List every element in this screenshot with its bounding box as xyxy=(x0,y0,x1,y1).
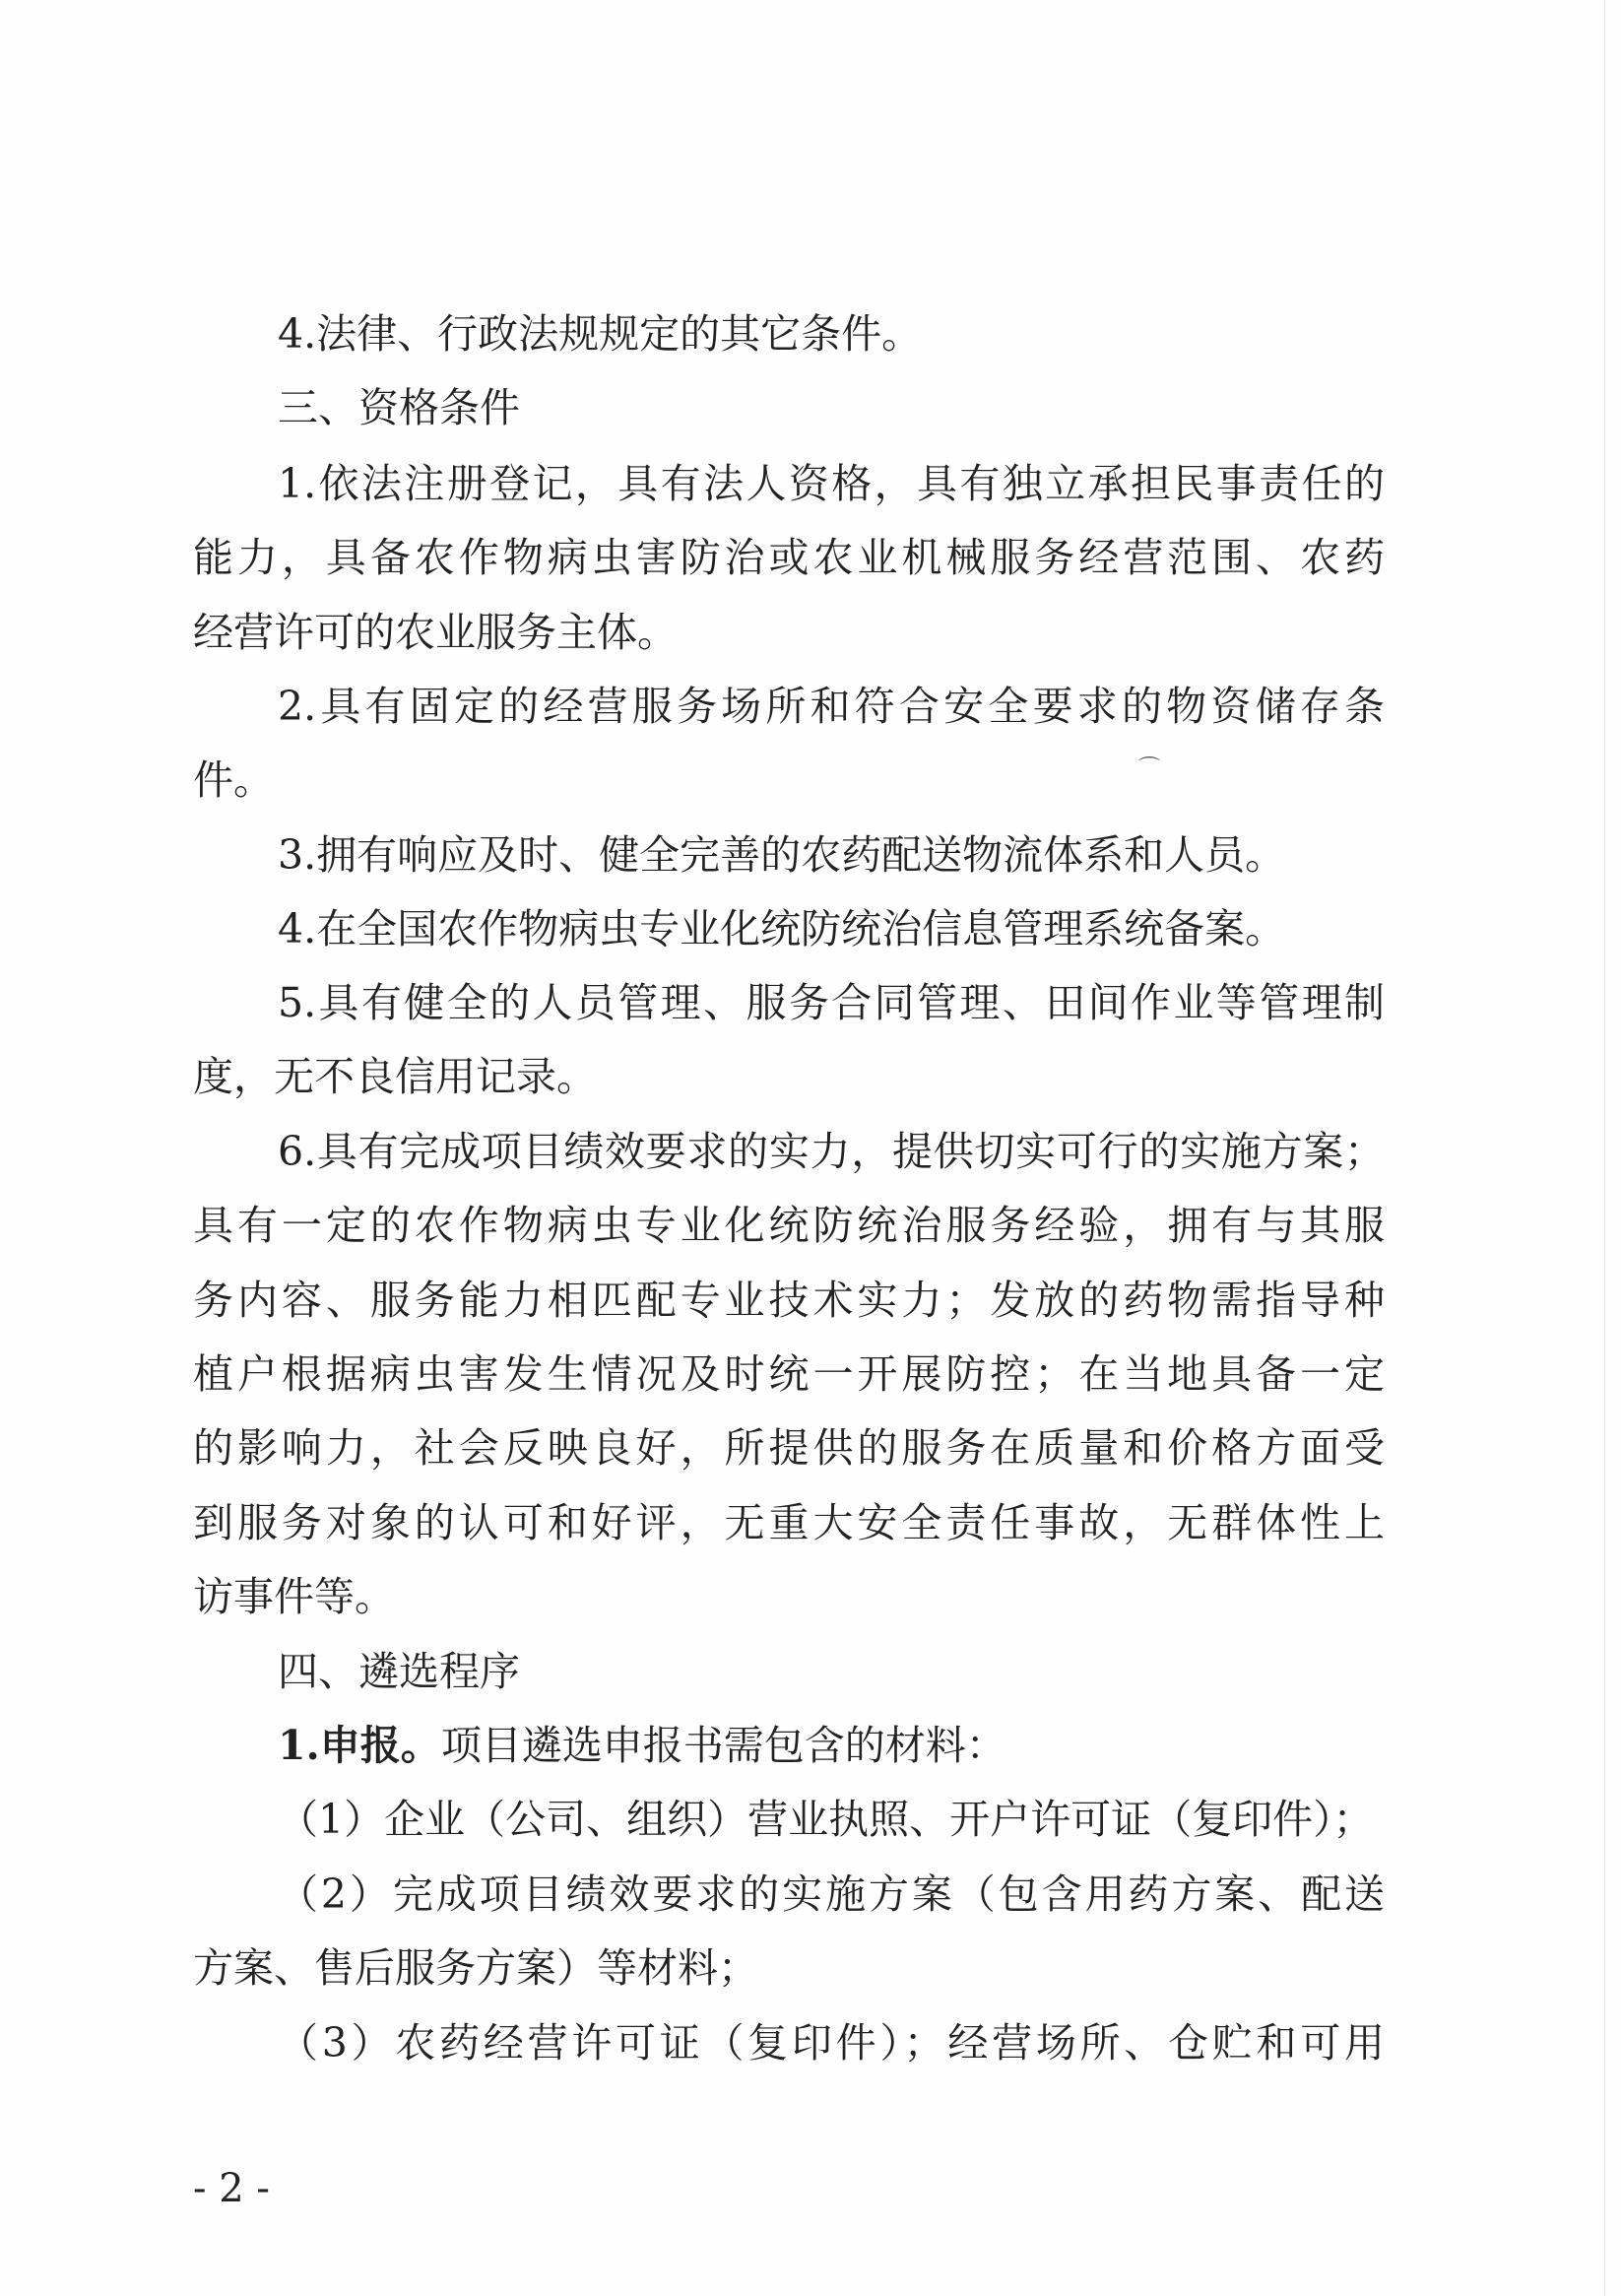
paragraph-line: 具有一定的农作物病虫专业化统防统治服务经验，拥有与其服 xyxy=(193,1202,1385,1249)
step-text: 项目遴选申报书需包含的材料： xyxy=(440,1722,1006,1769)
text-line: 4.法律、行政法规规定的其它条件。 xyxy=(278,310,923,358)
paragraph-line: 经营许可的农业服务主体。 xyxy=(193,609,678,656)
paragraph-line: 植户根据病虫害发生情况及时统一开展防控；在当地具备一定 xyxy=(193,1350,1385,1398)
paragraph-line: 到服务对象的认可和好评，无重大安全责任事故，无群体性上 xyxy=(193,1499,1385,1546)
paragraph-line: （1）企业（公司、组织）营业执照、开户许可证（复印件）； xyxy=(278,1796,1374,1843)
paragraph-line: 能力，具备农作物病虫害防治或农业机械服务经营范围、农药 xyxy=(193,534,1385,581)
page-number: - 2 - xyxy=(193,2166,270,2211)
paragraph-line: 1.依法注册登记，具有法人资格，具有独立承担民事责任的 xyxy=(278,460,1385,507)
paragraph-line: 件。 xyxy=(193,756,274,804)
paragraph-line: 访事件等。 xyxy=(193,1573,395,1620)
paragraph-line: 务内容、服务能力相匹配专业技术实力；发放的药物需指导种 xyxy=(193,1277,1385,1324)
section-heading-selection-procedure: 四、遴选程序 xyxy=(278,1648,520,1695)
section-heading-qualifications: 三、资格条件 xyxy=(278,384,520,431)
paragraph-line: 2.具有固定的经营服务场所和符合安全要求的物资储存条 xyxy=(278,683,1385,730)
paragraph-line: 3.拥有响应及时、健全完善的农药配送物流体系和人员。 xyxy=(278,831,1286,879)
paragraph-line: （2）完成项目绩效要求的实施方案（包含用药方案、配送 xyxy=(278,1870,1385,1918)
paragraph-line: 4.在全国农作物病虫专业化统防统治信息管理系统备案。 xyxy=(278,905,1286,952)
paragraph-line: 6.具有完成项目绩效要求的实力，提供切实可行的实施方案； xyxy=(278,1128,1385,1175)
paragraph-line: 5.具有健全的人员管理、服务合同管理、田间作业等管理制 xyxy=(278,979,1385,1026)
paragraph-line: 方案、售后服务方案）等材料； xyxy=(193,1944,758,1992)
step-1-application xyxy=(278,1709,1385,1782)
scan-mark: ⌒ xyxy=(1138,756,1161,781)
step-label: 1.申报。 xyxy=(278,1722,441,1769)
item-4-other-conditions xyxy=(278,297,1385,370)
paragraph-line: （3）农药经营许可证（复印件）；经营场所、仓贮和可用 xyxy=(278,2019,1385,2066)
scan-edge-line xyxy=(1604,0,1605,2296)
paragraph-line: 的影响力，社会反映良好，所提供的服务在质量和价格方面受 xyxy=(193,1424,1385,1472)
paragraph-line: 度，无不良信用记录。 xyxy=(193,1053,597,1100)
